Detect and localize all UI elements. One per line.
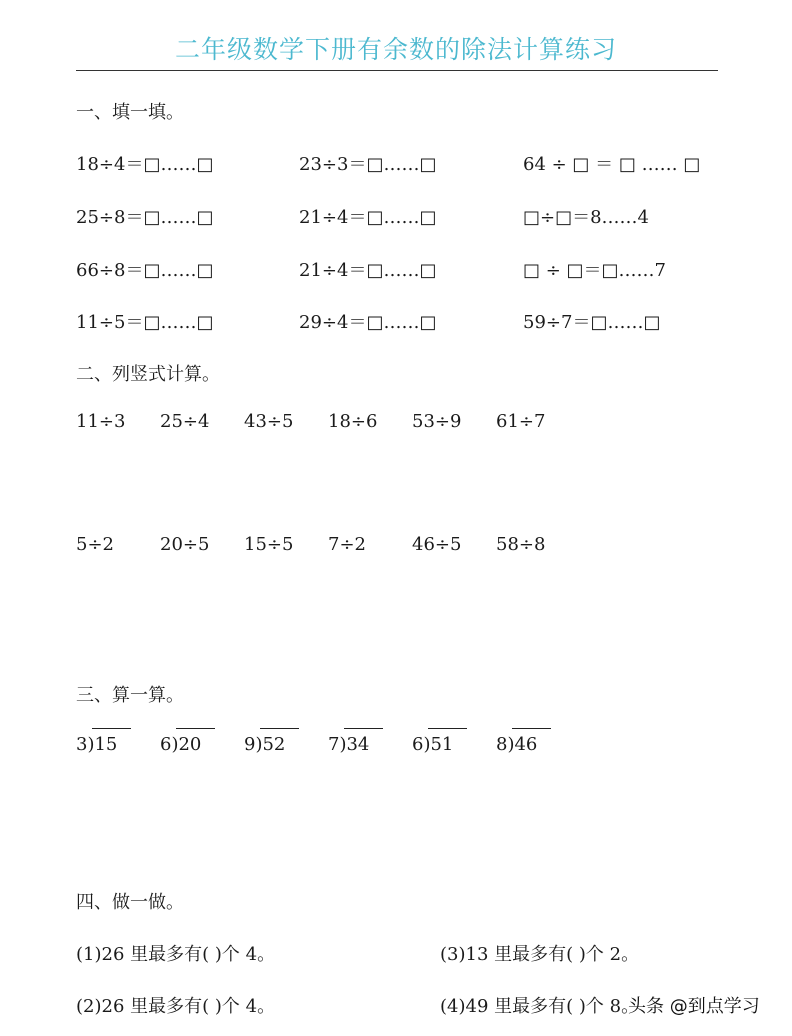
dividend: 15	[94, 734, 131, 755]
vertical-calc-item: 43÷5	[244, 411, 294, 432]
vertical-calc-item: 58÷8	[496, 534, 546, 555]
vertical-calc-item: 11÷3	[76, 411, 126, 432]
vertical-calc-item: 5÷2	[76, 534, 114, 555]
section1-heading: 一、填一填。	[76, 102, 184, 123]
vertical-calc-item: 61÷7	[496, 411, 546, 432]
divisor: 7)	[328, 734, 347, 755]
long-division-item	[496, 734, 551, 755]
fill-blank-item: 23÷3＝□……□	[299, 154, 437, 175]
long-division-item	[244, 734, 299, 755]
vertical-calc-item: 15÷5	[244, 534, 294, 555]
fill-blank-item: 21÷4＝□……□	[299, 207, 437, 228]
fill-blank-item: 25÷8＝□……□	[76, 207, 214, 228]
section3-heading: 三、算一算。	[76, 685, 184, 706]
vertical-calc-item: 20÷5	[160, 534, 210, 555]
question-item: (2)26 里最多有( )个 4。	[76, 996, 276, 1017]
title-divider	[76, 70, 718, 71]
vertical-calc-item: 25÷4	[160, 411, 210, 432]
fill-blank-item: 59÷7＝□……□	[523, 312, 661, 333]
vertical-calc-item: 7÷2	[328, 534, 366, 555]
section2-heading: 二、列竖式计算。	[76, 364, 220, 385]
divisor: 3)	[76, 734, 95, 755]
page-title: 二年级数学下册有余数的除法计算练习	[174, 35, 617, 64]
fill-blank-item: □÷□＝8……4	[523, 207, 649, 228]
long-division-item	[412, 734, 467, 755]
dividend: 34	[346, 734, 383, 755]
divisor: 9)	[244, 734, 263, 755]
divisor: 6)	[412, 734, 431, 755]
long-division-item	[76, 734, 131, 755]
fill-blank-item: 29÷4＝□……□	[299, 312, 437, 333]
question-item: (1)26 里最多有( )个 4。	[76, 944, 276, 965]
divisor: 8)	[496, 734, 515, 755]
question-item: (3)13 里最多有( )个 2。	[440, 944, 640, 965]
fill-blank-item: 11÷5＝□……□	[76, 312, 214, 333]
vertical-calc-item: 53÷9	[412, 411, 462, 432]
long-division-item	[328, 734, 383, 755]
dividend: 20	[178, 734, 215, 755]
long-division-item	[160, 734, 215, 755]
watermark: 头条 @到点学习	[628, 996, 760, 1017]
fill-blank-item: 66÷8＝□……□	[76, 260, 214, 281]
section4-heading: 四、做一做。	[76, 892, 184, 913]
dividend: 46	[514, 734, 551, 755]
dividend: 51	[430, 734, 467, 755]
fill-blank-item: 21÷4＝□……□	[299, 260, 437, 281]
vertical-calc-item: 46÷5	[412, 534, 462, 555]
vertical-calc-item: 18÷6	[328, 411, 378, 432]
divisor: 6)	[160, 734, 179, 755]
fill-blank-item: □ ÷ □＝□……7	[523, 260, 666, 281]
fill-blank-item: 18÷4＝□……□	[76, 154, 214, 175]
question-item: (4)49 里最多有( )个 8。	[440, 996, 640, 1017]
fill-blank-item: 64 ÷ □ ＝ □ …… □	[523, 154, 701, 175]
dividend: 52	[262, 734, 299, 755]
